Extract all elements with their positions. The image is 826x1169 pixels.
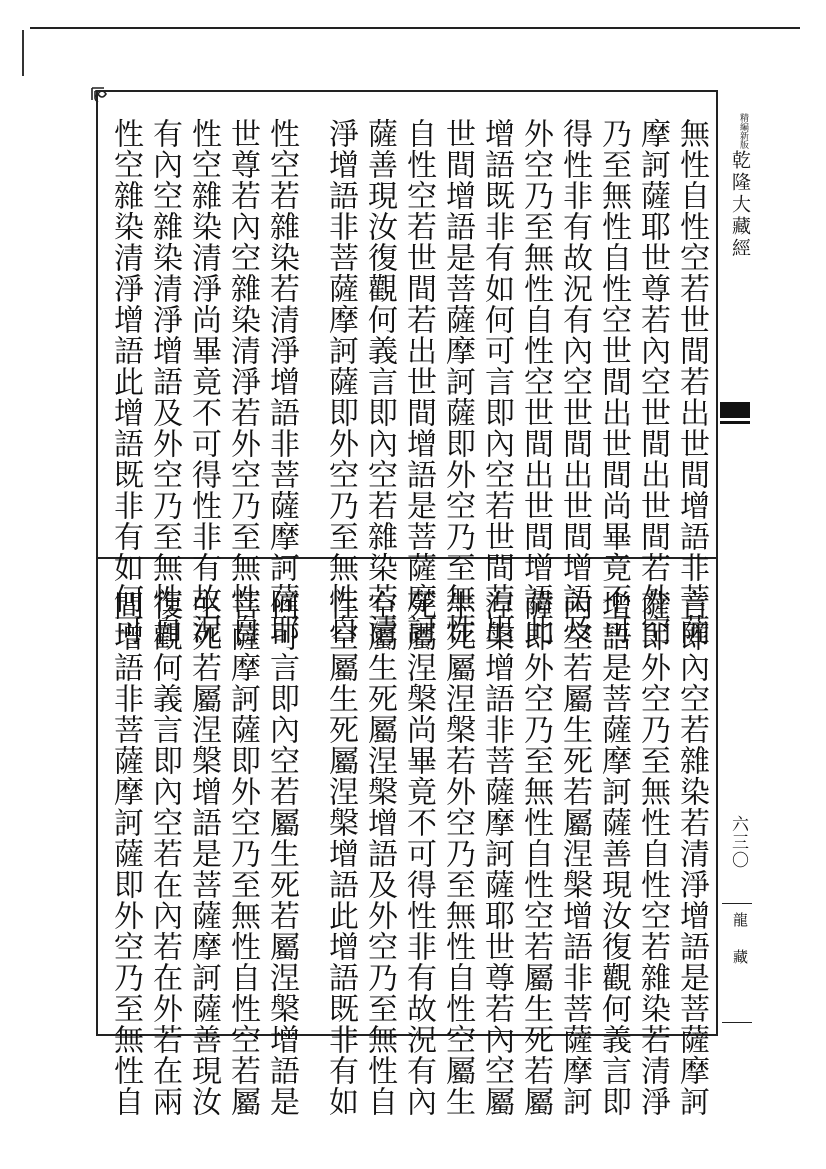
text-column: 世尊若內空雜染清淨若外空乃至無性自	[225, 118, 260, 645]
text-column: 空屬生死屬涅槃增語及外空乃至無性自	[362, 590, 397, 1117]
text-column: 薩即外空乃至無性自性空若屬生死若屬	[518, 590, 553, 1117]
text-column: 摩訶薩耶世尊若內空世間出世間若外空	[635, 118, 670, 645]
text-column: 何可言即內空若屬生死若屬涅槃增語是	[264, 590, 299, 1117]
text-column: 增語既非有如何可言即內空若世間若出	[479, 118, 514, 645]
text-column: 涅槃增語非菩薩摩訶薩耶世尊若內空屬	[479, 590, 514, 1117]
text-column: 菩薩摩訶薩即外空乃至無性自性空若屬	[225, 590, 260, 1117]
text-column: 自性空若世間若出世間增語是菩薩摩訶	[401, 118, 436, 645]
text-column: 性空雜染清淨增語此增語既非有如何可	[108, 118, 143, 645]
text-column: 死屬涅槃尚畢竟不可得性非有故況有內	[401, 590, 436, 1117]
text-column: 世間增語是菩薩摩訶薩即外空乃至無性	[440, 118, 475, 645]
text-column: 性空若雜染若清淨增語非菩薩摩訶薩耶	[264, 118, 299, 645]
top-rule	[30, 27, 800, 29]
text-column: 言即內空若雜染若清淨增語是菩薩摩訶	[674, 590, 709, 1117]
publisher-rule-top	[722, 903, 752, 904]
text-column: 薩善現汝復觀何義言即內空若雜染若清	[362, 118, 397, 645]
corner-ornament-icon	[90, 86, 120, 116]
page-tab	[720, 402, 750, 418]
text-column: 性空雜染清淨尚畢竟不可得性非有故況	[186, 118, 221, 645]
text-column: 增語是菩薩摩訶薩善現汝復觀何義言即	[596, 590, 631, 1117]
text-column: 內空若屬生死若屬涅槃增語非菩薩摩訶	[557, 590, 592, 1117]
binding-mark	[22, 30, 24, 76]
text-column: 間增語非菩薩摩訶薩即外空乃至無性自	[108, 590, 143, 1117]
text-column: 淨增語非菩薩摩訶薩即外空乃至無性自	[323, 118, 358, 645]
text-column: 復觀何義言即內空若在內若在外若在兩	[147, 590, 182, 1117]
text-column: 薩即外空乃至無性自性空若雜染若清淨	[635, 590, 670, 1117]
sutra-title: 乾隆大藏經	[729, 150, 751, 260]
text-column: 性空屬生死屬涅槃增語此增語既非有如	[323, 590, 358, 1117]
text-column: 生死若屬涅槃增語是菩薩摩訶薩善現汝	[186, 590, 221, 1117]
publisher-rule-bottom	[722, 1022, 752, 1023]
text-column: 乃至無性自性空世間出世間尚畢竟不可	[596, 118, 631, 645]
header-small-label: 精編新版	[738, 113, 748, 149]
text-column: 生死屬涅槃若外空乃至無性自性空屬生	[440, 590, 475, 1117]
page-number: 六三〇	[728, 815, 748, 869]
text-column: 無性自性空若世間若出世間增語非菩薩	[674, 118, 709, 645]
text-column: 外空乃至無性自性空世間出世間增語此	[518, 118, 553, 645]
text-column: 得性非有故況有內空世間出世間增語及	[557, 118, 592, 645]
page-tab-line	[720, 421, 750, 424]
publisher-mark: 龍藏	[731, 912, 749, 986]
text-column: 有內空雜染清淨增語及外空乃至無性自	[147, 118, 182, 645]
